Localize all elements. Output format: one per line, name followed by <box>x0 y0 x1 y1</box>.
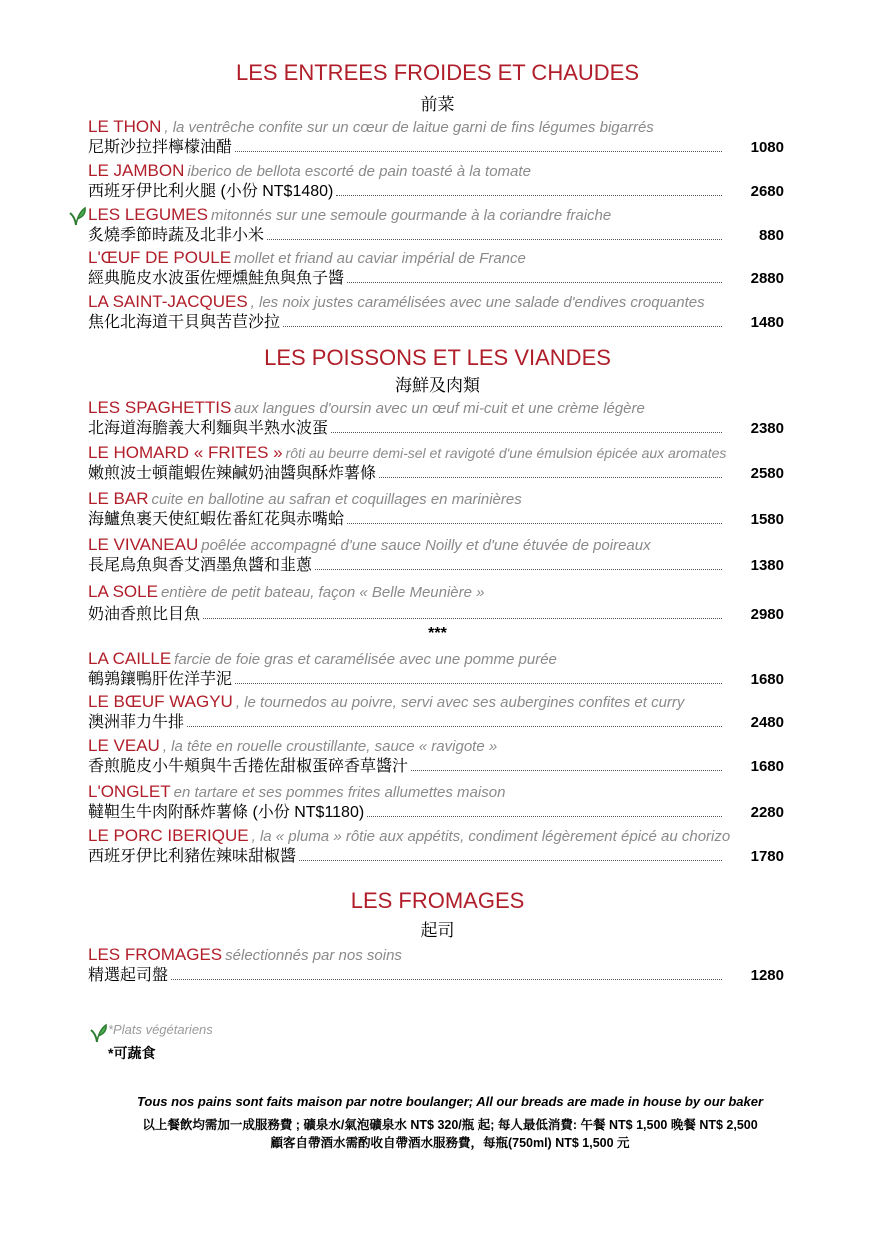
item-description: sélectionnés par nos soins <box>225 947 402 964</box>
menu-item <box>88 205 786 249</box>
menu-item <box>88 398 786 442</box>
item-name: LE THON <box>88 117 162 136</box>
item-name: LE VEAU <box>88 736 160 755</box>
item-description: cuite en ballotine au safran et coquillages en marinières <box>151 491 522 508</box>
menu-item <box>88 535 786 579</box>
item-chinese-name: 奶油香煎比目魚 <box>88 606 201 623</box>
item-price: 2680 <box>750 183 784 200</box>
item-name: LE PORC IBERIQUE <box>88 826 249 845</box>
item-name: LE BŒUF WAGYU <box>88 692 233 711</box>
vegetarian-legend-fr: *Plats végétariens <box>108 1022 213 1037</box>
item-name: LE HOMARD « FRITES » <box>88 443 283 462</box>
menu-item <box>88 582 786 626</box>
item-price: 1680 <box>750 671 784 688</box>
section-separator: *** <box>428 625 447 642</box>
item-name: LE JAMBON <box>88 161 185 180</box>
item-name: LE VIVANEAU <box>88 535 199 554</box>
menu-item <box>88 692 786 736</box>
item-chinese-name: 澳洲菲力牛排 <box>88 714 185 731</box>
item-name: LE BAR <box>88 489 149 508</box>
item-name: L'ŒUF DE POULE <box>88 248 232 267</box>
item-chinese-name: 尼斯沙拉拌檸檬油醋 <box>88 139 233 156</box>
item-description: , la ventrêche confite sur un cœur de laitue garni de fins légumes bigarrés <box>164 119 654 136</box>
item-chinese-name: 鵪鶉鑲鴨肝佐洋芋泥 <box>88 671 233 688</box>
dot-leader <box>347 522 722 524</box>
item-name: LES FROMAGES <box>88 945 223 964</box>
corkage-note: 顧客自帶酒水需酌收自帶酒水服務費，每瓶(750ml) NT$ 1,500 元 <box>270 1136 630 1150</box>
item-description: mollet et friand au caviar impérial de France <box>234 250 526 267</box>
item-description: , les noix justes caramélisées avec une salade d'endives croquantes <box>250 294 705 311</box>
dot-leader <box>235 682 722 684</box>
item-description: poêlée accompagné d'une sauce Noilly et d'une étuvée de poireaux <box>201 537 651 554</box>
dot-leader <box>283 325 722 327</box>
menu-item <box>88 945 786 989</box>
item-price: 1480 <box>750 314 784 331</box>
menu-item <box>88 248 786 292</box>
item-price: 2280 <box>750 804 784 821</box>
vegetarian-legend-zh: *可蔬食 <box>108 1045 156 1061</box>
item-description: aux langues d'oursin avec un œuf mi-cuit et une crème légère <box>234 400 645 417</box>
item-description: entière de petit bateau, façon « Belle Meunière » <box>160 584 485 601</box>
bread-note: Tous nos pains sont faits maison par notre boulanger; All our breads are made in house by our baker <box>136 1094 764 1109</box>
item-price: 1780 <box>750 848 784 865</box>
item-name: LA SAINT-JACQUES <box>88 292 248 311</box>
section-subtitle: 前菜 <box>420 95 455 114</box>
dot-leader <box>299 859 722 861</box>
menu-item <box>88 292 786 336</box>
item-chinese-name: 長尾鳥魚與香艾酒墨魚醬和韭蔥 <box>88 557 313 574</box>
dot-leader <box>347 281 722 283</box>
item-name: LA SOLE <box>88 582 158 601</box>
menu-item <box>88 443 786 487</box>
dot-leader <box>235 150 722 152</box>
menu-item <box>88 782 786 826</box>
item-chinese-name: 香煎脆皮小牛頰與牛舌捲佐甜椒蛋碎香草醬汁 <box>88 758 409 775</box>
dot-leader <box>187 725 722 727</box>
menu-item <box>88 736 786 780</box>
item-description: en tartare et ses pommes frites allumettes maison <box>173 784 506 801</box>
dot-leader <box>267 238 722 240</box>
dot-leader <box>315 568 722 570</box>
item-price: 1680 <box>750 758 784 775</box>
item-chinese-name: 經典脆皮水波蛋佐煙燻鮭魚與魚子醬 <box>88 270 345 287</box>
item-description: , la « pluma » rôtie aux appétits, condiment légèrement épicé au chorizo <box>251 828 731 845</box>
dot-leader <box>379 476 722 478</box>
item-description: farcie de foie gras et caramélisée avec une pomme purée <box>174 651 557 668</box>
item-price: 1280 <box>750 967 784 984</box>
item-chinese-name: 韃靼生牛肉附酥炸薯條 (小份 NT$1180) <box>88 804 365 821</box>
item-chinese-name: 西班牙伊比利豬佐辣味甜椒醬 <box>88 848 297 865</box>
section-title: LES FROMAGES <box>350 888 525 913</box>
item-price: 2380 <box>750 420 784 437</box>
item-description: rôti au beurre demi-sel et ravigoté d'une émulsion épicée aux aromates <box>285 445 727 461</box>
item-price: 2980 <box>750 606 784 623</box>
vegetarian-leaf-icon <box>66 205 88 227</box>
item-price: 2580 <box>750 465 784 482</box>
item-chinese-name: 嫩煎波士頓龍蝦佐辣鹹奶油醬與酥炸薯條 <box>88 465 377 482</box>
item-price: 2880 <box>750 270 784 287</box>
item-chinese-name: 焦化北海道干貝與苦苣沙拉 <box>88 314 281 331</box>
section-subtitle: 起司 <box>420 921 455 940</box>
item-name: LES SPAGHETTIS <box>88 398 232 417</box>
item-name: LA CAILLE <box>88 649 172 668</box>
item-chinese-name: 精選起司盤 <box>88 967 169 984</box>
service-charge-note: 以上餐飲均需加一成服務費 ; 礦泉水/氣泡礦泉水 NT$ 320/瓶 起; 每人最低消費: 午餐 NT$ 1,500 晚餐 NT$ 2,500 <box>142 1118 758 1132</box>
menu-item <box>88 489 786 533</box>
item-price: 2480 <box>750 714 784 731</box>
item-price: 1080 <box>750 139 784 156</box>
item-description: , la tête en rouelle croustillante, sauce « ravigote » <box>162 738 498 755</box>
item-chinese-name: 西班牙伊比利火腿 (小份 NT$1480) <box>88 183 334 200</box>
item-name: L'ONGLET <box>88 782 171 801</box>
menu-item <box>88 826 786 870</box>
item-chinese-name: 炙燒季節時蔬及北非小米 <box>88 227 265 244</box>
dot-leader <box>203 617 722 619</box>
section-title: LES POISSONS ET LES VIANDES <box>264 345 611 370</box>
item-chinese-name: 北海道海膽義大利麵與半熟水波蛋 <box>88 420 329 437</box>
item-description: , le tournedos au poivre, servi avec ses aubergines confites et curry <box>235 694 685 711</box>
dot-leader <box>331 431 722 433</box>
item-name: LES LEGUMES <box>88 205 208 224</box>
item-price: 1380 <box>750 557 784 574</box>
menu-item <box>88 117 786 161</box>
dot-leader <box>411 769 722 771</box>
menu-item <box>88 161 786 205</box>
dot-leader <box>367 815 722 817</box>
item-description: mitonnés sur une semoule gourmande à la coriandre fraiche <box>211 207 612 224</box>
section-title: LES ENTREES FROIDES ET CHAUDES <box>235 60 639 85</box>
dot-leader <box>171 978 722 980</box>
item-description: iberico de bellota escorté de pain toasté à la tomate <box>187 163 531 180</box>
section-subtitle: 海鮮及肉類 <box>395 376 480 395</box>
item-chinese-name: 海鱸魚裹天使紅蝦佐番紅花與赤嘴蛤 <box>88 511 345 528</box>
menu-item <box>88 649 786 693</box>
item-price: 880 <box>758 227 784 244</box>
item-price: 1580 <box>750 511 784 528</box>
dot-leader <box>336 194 722 196</box>
vegetarian-leaf-icon <box>88 1021 110 1045</box>
